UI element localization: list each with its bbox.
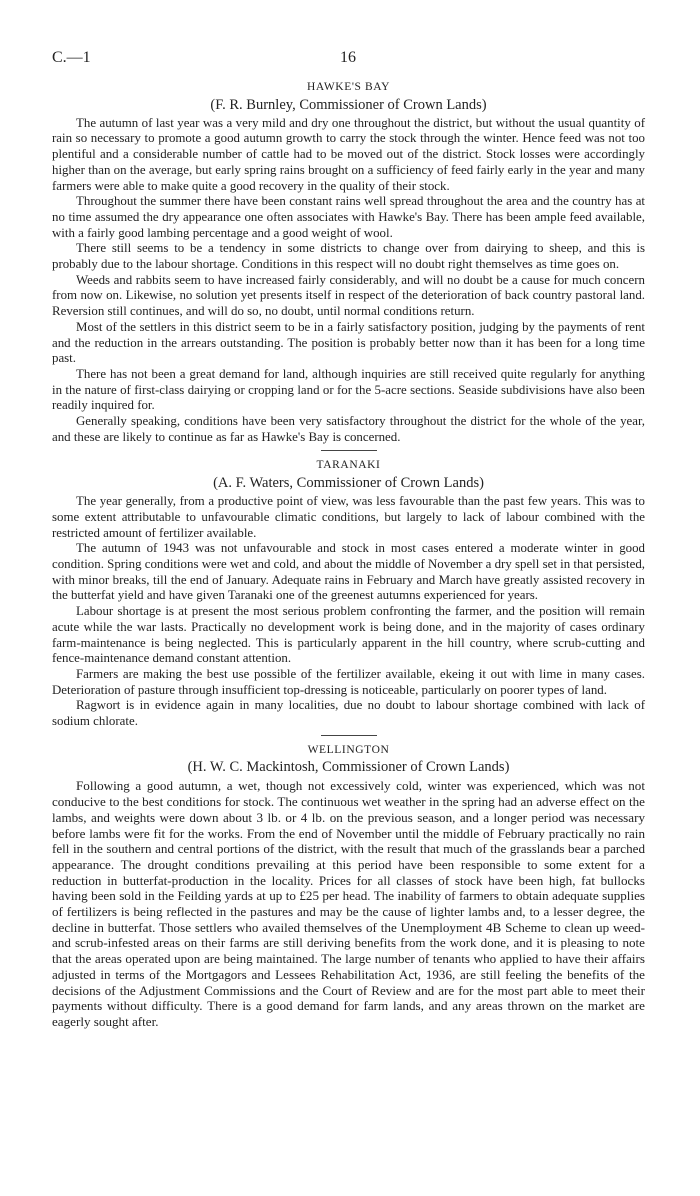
paragraph: Most of the settlers in this district seem to be in a fairly satisfactory position, judging by the payments of rent and the reduction in the arrears outstanding. The position is probably better now than it has been for a long time past. xyxy=(52,319,645,366)
report-body xyxy=(52,80,645,1030)
section-title: TARANAKI xyxy=(316,459,381,472)
paragraph: There still seems to be a tendency in some districts to change over from dairying to sheep, and this is probably due to the labour shortage. Conditions in this respect will no doubt right themselves as time goes on. xyxy=(52,241,645,272)
section-taranaki xyxy=(52,458,645,729)
document-code: C.—1 xyxy=(52,49,91,66)
paragraph: Ragwort is in evidence again in many localities, due no doubt to labour shortage combined with lack of sodium chlorate. xyxy=(52,698,645,729)
paragraph: Labour shortage is at present the most serious problem confronting the farmer, and the position will remain acute while the war lasts. Practically no development work is being done, and in the majority of cases ordinary farm-maintenance is being neglected. This is particularly apparent in the hill country, where scrub-cutting and fence-maintenance demand constant attention. xyxy=(52,604,645,666)
section-byline: (F. R. Burnley, Commissioner of Crown Lands) xyxy=(210,96,487,113)
section-divider xyxy=(321,735,377,736)
section-byline: (A. F. Waters, Commissioner of Crown Lands) xyxy=(213,475,484,492)
paragraph: Following a good autumn, a wet, though not excessively cold, winter was experienced, which was not conducive to the best conditions for stock. The continuous wet weather in the spring had an adverse effect on the lambs, and weights were down about 3 lb. or 4 lb. on the previous season, and a longer period was necessary before lambs were fit for the works. From the end of November until the middle of February practically no rain fell in the southern and central portions of the district, with the result that much of the grasslands bear a parched appearance. The drought conditions prevailing at this period have been responsible to some extent for a reduction in butterfat-production in the locality. Prices for all classes of stock have been high, fat bullocks having been sold in the Feilding yards at up to £25 per head. The inability of farmers to obtain adequate supplies of fertilizers is being reflected in the pastures and may be the cause of lighter lambs and, to a lesser degree, the decline in butterfat. Those settlers who availed themselves of the Unemployment 4B Scheme to clean up weed- and scrub-infested areas on their farms are still deriving benefits from the work done, and it is pleasing to note that the areas operated upon are being maintained. The large number of tenants who applied to have their affairs adjusted in terms of the Mortgagors and Lessees Rehabilitation Act, 1936, are still feeling the benefits of the decisions of the Adjustment Commissions and the Court of Review and are for the most part able to meet their payments without difficulty. There is a good demand for farm lands, and any areas thrown on the market are eagerly sought after. xyxy=(52,778,645,1029)
paragraph: Generally speaking, conditions have been very satisfactory throughout the district for the whole of the year, and these are likely to continue as far as Hawke's Bay is concerned. xyxy=(52,414,645,444)
paragraph: There has not been a great demand for land, although inquiries are still received quite regularly for anything in the nature of first-class dairying or cropping land or for the 5-acre sections. Seaside subdivisions have also been readily inquired for. xyxy=(52,366,645,413)
paragraph: Farmers are making the best use possible of the fertilizer available, ekeing it out with lime in many cases. Deterioration of pasture through insufficient top-dressing is noticeable, particularly on poorer types of land. xyxy=(52,666,645,697)
page-number: 16 xyxy=(340,49,356,66)
paragraph: Throughout the summer there have been constant rains well spread throughout the area and the country has at no time assumed the dry appearance one often associates with Hawke's Bay. There has been ample feed available, with a fairly good lambing percentage and a good weight of wool. xyxy=(52,194,645,240)
section-title: WELLINGTON xyxy=(307,743,390,756)
paragraph: Weeds and rabbits seem to have increased fairly considerably, and will no doubt be a cause for much concern from now on. Likewise, no solution yet presents itself in respect of the deterioration of back country pastoral land. Reversion still continues, and will do so, no doubt, until normal conditions return. xyxy=(52,272,645,319)
section-byline: (H. W. C. Mackintosh, Commissioner of Crown Lands) xyxy=(187,759,510,776)
section-divider xyxy=(321,450,377,451)
paragraph: The year generally, from a productive point of view, was less favourable than the past few years. This was to some extent attributable to unfavourable climatic conditions, but largely to lack of labour combined with the restricted amount of fertilizer available. xyxy=(52,494,645,540)
section-hawkes-bay xyxy=(52,80,645,445)
paragraph: The autumn of last year was a very mild and dry one throughout the district, but without the usual quantity of rain so necessary to promote a good autumn growth to carry the stock through the winter. Hence feed was not too plentiful and a considerable number of cattle had to be moved out of the district. Stock losses were accordingly higher than on the average, but early spring rains brought on a sufficiency of feed fairly early in the year and many farmers were able to make quite a good recovery in the quality of their stock. xyxy=(52,115,645,193)
paragraph: The autumn of 1943 was not unfavourable and stock in most cases entered a moderate winter in good condition. Spring conditions were wet and cold, and about the middle of November a dry spell set in that persisted, with minor breaks, till the end of January. Adequate rains in February and March have greatly assisted recovery in the butterfat yield and have given Taranaki one of the greenest autumns experienced for years. xyxy=(52,541,645,603)
section-wellington xyxy=(52,743,645,1030)
section-title: HAWKE'S BAY xyxy=(306,81,391,93)
